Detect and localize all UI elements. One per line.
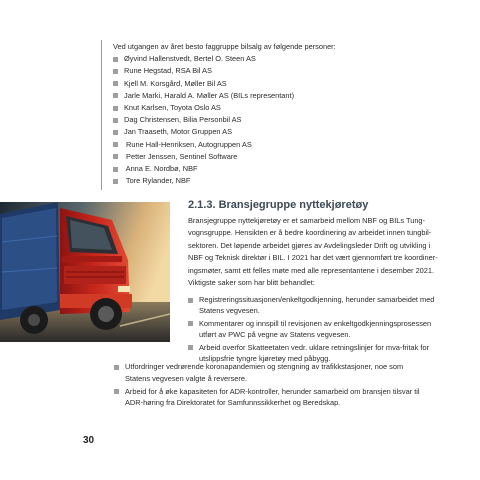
faggruppe-members-block [113,41,443,187]
square-bullet-icon [188,298,193,303]
list-item: Jan Traaseth, Motor Gruppen AS [113,126,443,138]
square-bullet-icon [114,389,119,394]
square-bullet-icon [113,81,118,86]
list-item: Arbeid for å øke kapasiteten for ADR-kontroller, herunder samarbeid om bransjen tilsvar til ADR-høring fra Direktoratet for Samfunnssikkerhet og Beredskap. [114,386,464,410]
square-bullet-icon [113,167,118,172]
list-item: Anna E. Nordbø, NBF [113,163,443,175]
left-vertical-rule [101,40,102,190]
square-bullet-icon [113,118,118,123]
list-item: Tore Rylander, NBF [113,175,443,187]
list-item: Knut Karlsen, Toyota Oslo AS [113,102,443,114]
square-bullet-icon [113,106,118,111]
list-item: Utfordringer vedrørende koronapandemien og stengning av trafikkstasjoner, noe som Statens vegvesen valgte å reversere. [114,361,464,385]
list-item: Arbeid overfor Skatteetaten vedr. uklare retningslinjer for mva-fritak for utslippsfrie tyngre kjøretøy med påbygg. [188,342,468,365]
list-item: Registreringssituasjonen/enkeltgodkjenning, herunder samarbeidet med Statens vegvesen. [188,294,468,317]
section-title: 2.1.3. Bransjegruppe nyttekjøretøy [188,199,369,211]
members-intro: Ved utgangen av året besto faggruppe bilsalg av følgende personer: [113,42,336,51]
list-item: Dag Christensen, Bilia Personbil AS [113,114,443,126]
square-bullet-icon [113,154,118,159]
square-bullet-icon [113,142,118,147]
square-bullet-icon [113,57,118,62]
square-bullet-icon [114,365,119,370]
list-item: Rune Hall-Henriksen, Autogruppen AS [113,139,443,151]
members-list [113,53,443,187]
square-bullet-icon [188,321,193,326]
square-bullet-icon [113,69,118,74]
list-item: Petter Jenssen, Sentinel Software [113,151,443,163]
section-paragraph: Bransjegruppe nyttekjøretøy er et samarbeid mellom NBF og BILs Tung- vognsgruppe. Hensikten er å bedre koordinering av arbeidet innen tungbil- sektoren. Det løpende arbeidet gjøres av Avdelingsleder Drift og utvikling i NBF og Teknisk direktør i BIL. I 2021 har det vært gjennomført tre koordiner- ingsmøter, samt ett felles møte med alle representantene i desember 2021. Viktigste saker som har blitt behandlet: [188,216,438,288]
list-item: Kommentarer og innspill til revisjonen av enkeltgodkjenningsprosessen utført av PWC på vegne av Statens vegvesen. [188,318,468,341]
list-item: Øyvind Hallenstvedt, Bertel O. Steen AS [113,53,443,65]
page-number: 30 [83,435,95,446]
truck-photo [0,202,170,342]
topics-list [188,294,468,365]
square-bullet-icon [188,345,193,350]
square-bullet-icon [113,179,118,184]
square-bullet-icon [113,130,118,135]
list-item: Rune Hegstad, RSA Bil AS [113,65,443,77]
list-item: Kjell M. Korsgård, Møller Bil AS [113,78,443,90]
square-bullet-icon [113,93,118,98]
topics-list-lower [114,361,464,410]
list-item: Jarle Marki, Harald A. Møller AS (BILs representant) [113,90,443,102]
